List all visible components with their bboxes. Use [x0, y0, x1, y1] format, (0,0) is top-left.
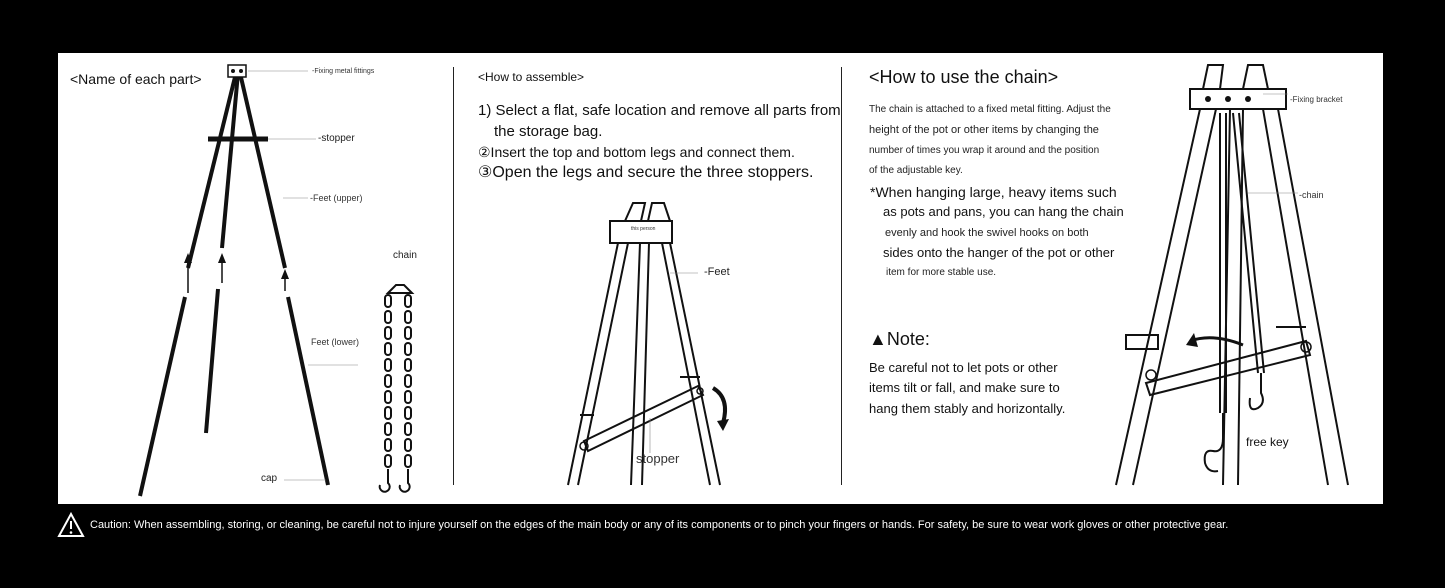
label-cap: cap [261, 473, 278, 484]
label-stopper-assemble: stopper [636, 451, 680, 466]
caution-bar [58, 510, 1388, 542]
assemble-step-1: 1) Select a flat, safe location and remove all parts from [478, 102, 841, 119]
label-fixing-bracket: -Fixing bracket [1290, 95, 1343, 104]
warning-line-1: *When hanging large, heavy items such [870, 184, 1117, 200]
warning-line-5: item for more stable use. [886, 267, 997, 278]
warning-triangle-icon [58, 512, 84, 538]
tripod-chain-illustration [58, 53, 1383, 504]
section-title-chain: <How to use the chain> [869, 67, 1059, 87]
instruction-panel [58, 53, 1383, 504]
note-line-1: Be careful not to let pots or other [869, 360, 1058, 375]
assemble-step-2: ②Insert the top and bottom legs and connect them. [478, 144, 795, 160]
chain-text-3: number of times you wrap it around and the position [869, 145, 1100, 156]
label-feet-upper: -Feet (upper) [310, 193, 363, 203]
section-title-parts: <Name of each part> [70, 71, 202, 87]
warning-line-3: evenly and hook the swivel hooks on both [885, 227, 1089, 239]
label-fixing-fittings: -Fixing metal fittings [312, 68, 375, 75]
label-feet-lower: Feet (lower) [311, 337, 360, 347]
warning-line-2: as pots and pans, you can hang the chain [883, 204, 1124, 219]
label-this-person: this person [631, 226, 656, 232]
warning-line-4: sides onto the hanger of the pot or other [883, 245, 1115, 260]
label-chain: chain [393, 250, 417, 261]
label-free-key: free key [1246, 435, 1289, 449]
chain-text-2: height of the pot or other items by changing the [869, 124, 1099, 136]
note-title: ▲Note: [869, 329, 930, 349]
label-stopper: -stopper [318, 133, 355, 144]
chain-text-1: The chain is attached to a fixed metal fitting. Adjust the [869, 104, 1111, 115]
caution-text: Caution: When assembling, storing, or cleaning, be careful not to injure yourself on the edges of the main body or any of its components or to pinch your fingers or hands. For safety, be sure to wear work gloves or other protective gear. [90, 519, 1229, 531]
assemble-step-3: ③Open the legs and secure the three stoppers. [478, 164, 814, 181]
label-chain-right: -chain [1299, 190, 1324, 200]
assemble-step-1-cont: the storage bag. [494, 123, 603, 140]
label-feet: -Feet [704, 266, 730, 278]
note-line-2: items tilt or fall, and make sure to [869, 380, 1060, 395]
note-line-3: hang them stably and horizontally. [869, 401, 1066, 416]
chain-text-4: of the adjustable key. [869, 165, 963, 176]
section-title-assemble: <How to assemble> [478, 70, 585, 84]
